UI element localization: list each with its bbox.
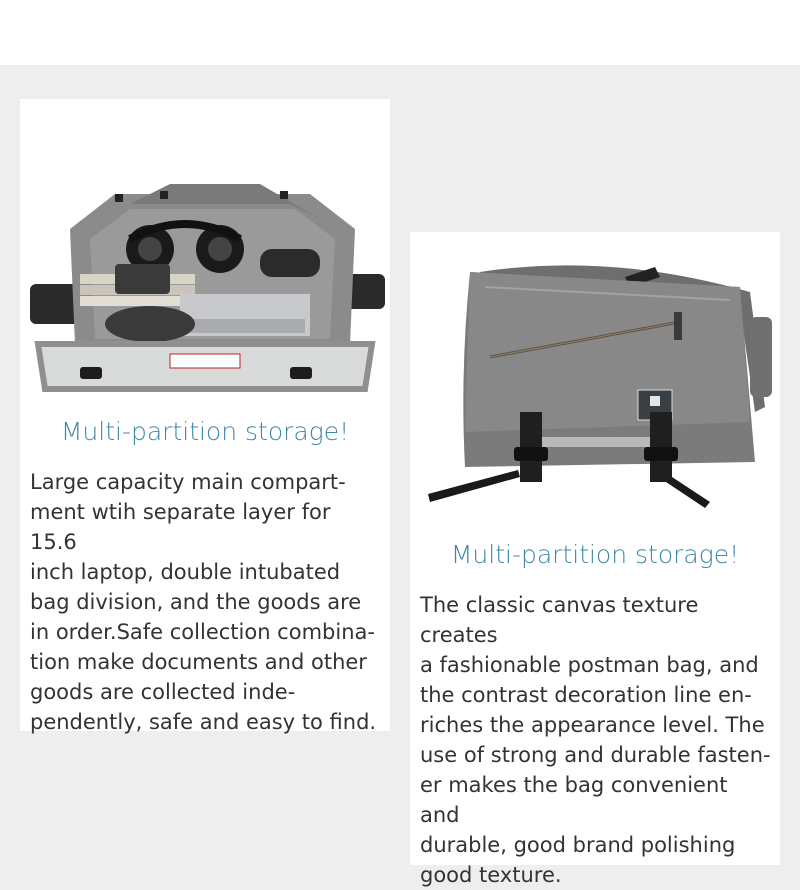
top-band bbox=[0, 0, 800, 65]
open-messenger-bag-illustration bbox=[20, 99, 390, 404]
card-headline: Multi-partition storage! bbox=[450, 540, 740, 569]
open-bag-photo bbox=[20, 99, 390, 404]
card-description: The classic canvas texture creates a fashionable postman bag, and the contrast decoration line en- riches the appearance level. The use of strong and durable fasten- er makes the bag convenient and durable, good brand polishing good texture. bbox=[420, 593, 771, 887]
closed-bag-photo bbox=[410, 232, 780, 527]
product-card-open-bag bbox=[20, 99, 390, 734]
product-card-closed-bag bbox=[410, 232, 780, 887]
card-description: Large capacity main compart- ment wtih separate layer for 15.6 inch laptop, double intubated bag division, and the goods are in order.Safe collection combina- tion make documents and other goods are collected inde- pendently, safe and easy to find. bbox=[30, 470, 377, 734]
messenger-bag-illustration bbox=[410, 232, 780, 527]
card-headline: Multi-partition storage! bbox=[60, 417, 350, 446]
